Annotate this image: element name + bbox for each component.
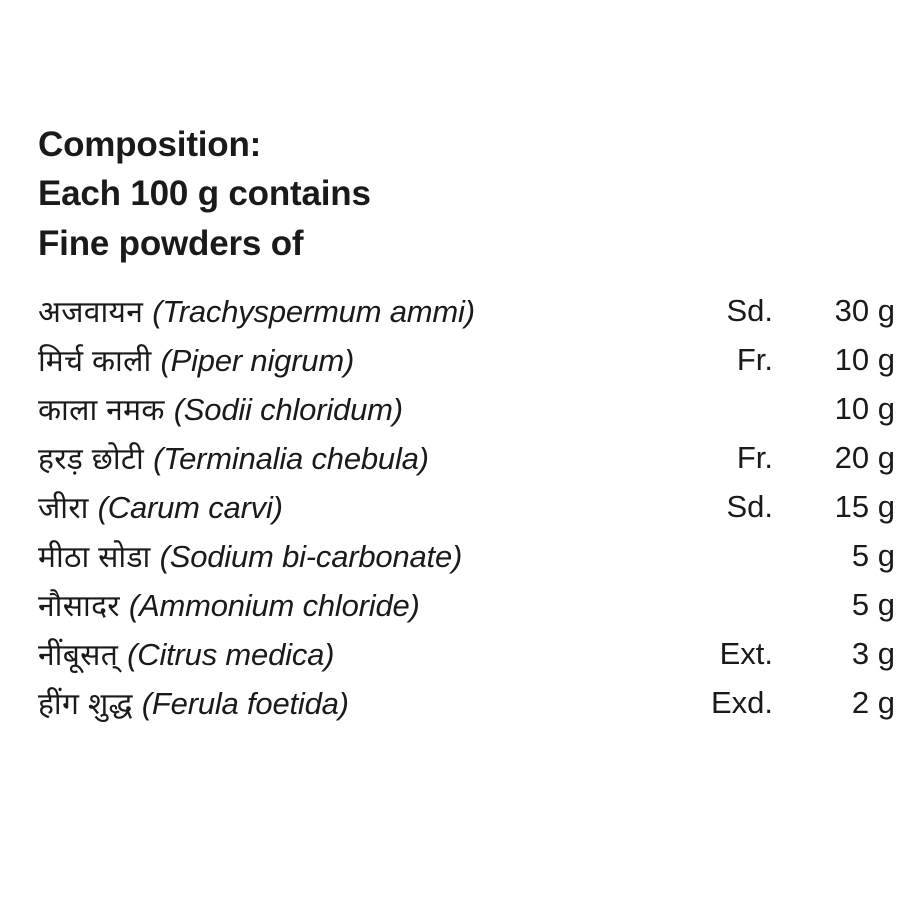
- ingredient-name-hindi: मिर्च काली: [38, 345, 152, 379]
- ingredient-name-hindi: हींग शुद्ध: [38, 688, 133, 722]
- ingredient-part: Fr.: [736, 341, 773, 377]
- ingredient-name-cell: [38, 286, 658, 335]
- ingredient-name-cell: [38, 433, 658, 482]
- ingredient-part: [658, 384, 773, 433]
- table-row: [38, 384, 895, 433]
- ingredients-body: [38, 286, 895, 727]
- ingredient-quantity: 15 g: [834, 488, 895, 524]
- ingredient-quantity: 20 g: [834, 439, 895, 475]
- ingredient-part: Ext.: [719, 635, 773, 671]
- ingredient-name-cell: [38, 335, 658, 384]
- ingredient-name-cell: [38, 482, 658, 531]
- ingredient-name-cell: [38, 678, 658, 727]
- table-row: [38, 433, 895, 482]
- ingredient-name-latin: (Citrus medica): [127, 637, 335, 673]
- table-row: [38, 482, 895, 531]
- composition-basis: Each 100 g contains: [38, 174, 371, 214]
- ingredient-name-latin: (Carum carvi): [97, 490, 283, 526]
- table-row: [38, 286, 895, 335]
- ingredient-quantity: 10 g: [834, 341, 895, 377]
- ingredient-quantity: 10 g: [834, 390, 895, 426]
- table-row: [38, 531, 895, 580]
- ingredient-part: Fr.: [736, 439, 773, 475]
- composition-title: Composition:: [38, 125, 262, 164]
- ingredients-table: [38, 286, 895, 727]
- ingredient-name-cell: [38, 580, 658, 629]
- composition-form: Fine powders of: [38, 223, 304, 263]
- ingredient-part: [658, 531, 773, 580]
- ingredient-name-hindi: नौसादर: [38, 590, 120, 624]
- table-row: [38, 580, 895, 629]
- ingredient-part: [658, 580, 773, 629]
- ingredient-name-hindi: हरड़ छोटी: [38, 443, 145, 477]
- composition-heading: [38, 120, 855, 268]
- table-row: [38, 629, 895, 678]
- ingredient-name-cell: [38, 629, 658, 678]
- ingredient-name-hindi: अजवायन: [38, 296, 144, 330]
- ingredient-quantity: 3 g: [851, 635, 895, 671]
- ingredient-part: Sd.: [726, 488, 773, 524]
- ingredient-name-latin: (Ammonium chloride): [128, 588, 420, 624]
- ingredient-quantity: 5 g: [851, 586, 895, 622]
- table-row: [38, 335, 895, 384]
- ingredient-quantity: 30 g: [834, 292, 895, 328]
- ingredient-name-latin: (Terminalia chebula): [153, 441, 429, 477]
- ingredient-quantity: 5 g: [851, 537, 895, 573]
- ingredient-name-hindi: नींबूसत्: [38, 639, 119, 673]
- ingredient-name-hindi: काला नमक: [38, 394, 165, 428]
- ingredient-name-hindi: जीरा: [38, 492, 89, 526]
- ingredient-name-latin: (Ferula foetida): [141, 686, 349, 722]
- ingredient-quantity: 2 g: [851, 684, 895, 720]
- ingredient-name-latin: (Sodium bi-carbonate): [159, 539, 463, 575]
- ingredient-name-latin: (Trachyspermum ammi): [152, 294, 475, 330]
- ingredient-part: Sd.: [726, 292, 773, 328]
- ingredient-name-latin: (Piper nigrum): [160, 343, 355, 379]
- ingredient-name-latin: (Sodii chloridum): [173, 392, 403, 428]
- ingredient-name-cell: [38, 531, 658, 580]
- ingredient-part: Exd.: [710, 684, 773, 720]
- ingredient-name-cell: [38, 384, 658, 433]
- table-row: [38, 678, 895, 727]
- ingredient-name-hindi: मीठा सोडा: [38, 541, 151, 575]
